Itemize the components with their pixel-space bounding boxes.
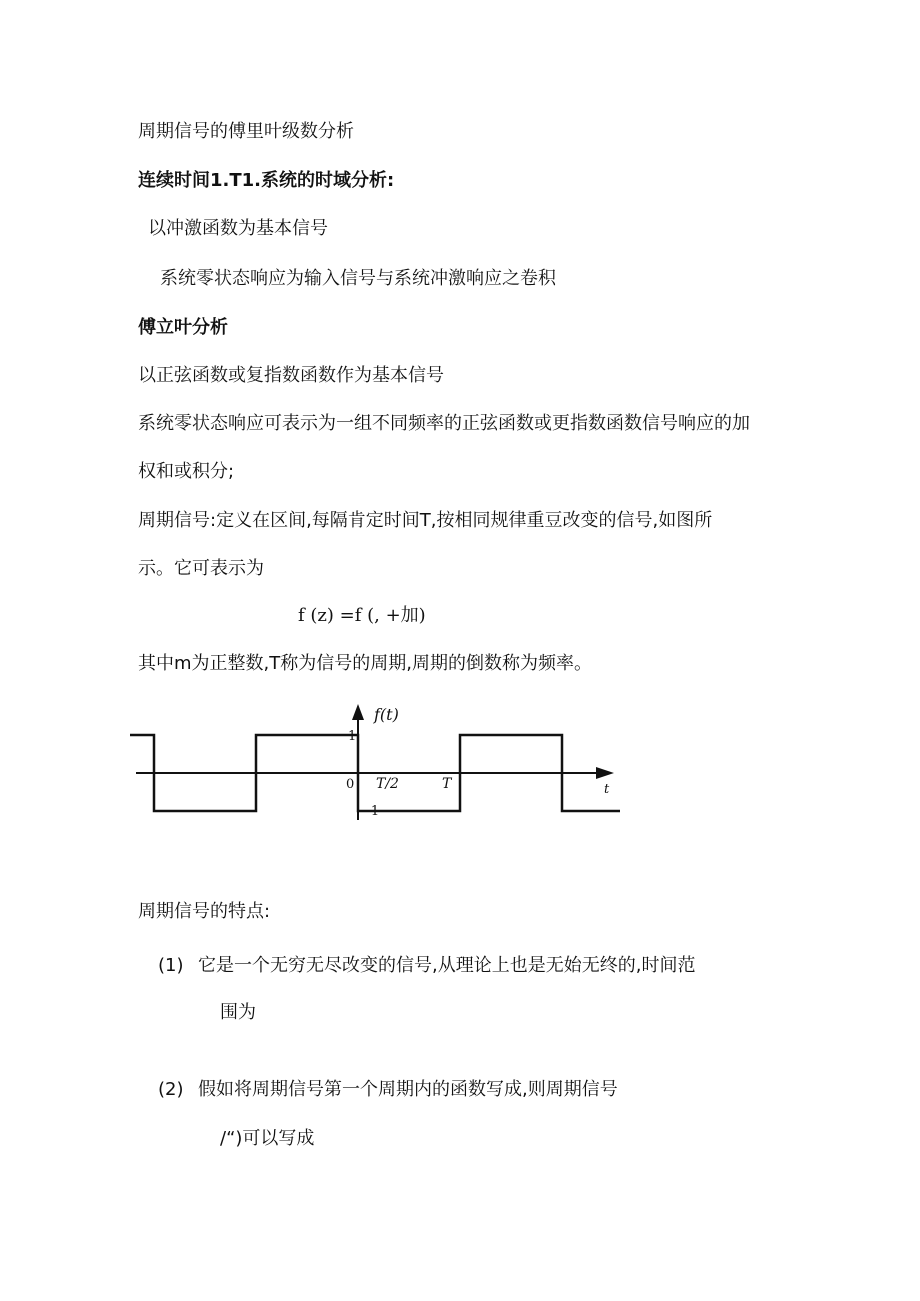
periodic-formula: f (z) =f (, +加) bbox=[298, 605, 426, 626]
y-tick-label-1: 1 bbox=[348, 729, 357, 744]
feature-item1-line1: 它是一个无穷无尽改变的信号,从理论上也是无始无终的,时间范 bbox=[198, 955, 696, 976]
x-tick-label-half-period: T/2 bbox=[376, 776, 399, 792]
document-title: 周期信号的傅里叶级数分析 bbox=[138, 121, 354, 142]
feature-item1-number: (1) bbox=[158, 955, 184, 976]
periodic-definition-line1: 周期信号:定义在区间,每隔肯定时间T,按相同规律重豆改变的信号,如图所 bbox=[138, 510, 713, 531]
features-heading: 周期信号的特点: bbox=[138, 901, 271, 922]
x-tick-label-period: T bbox=[442, 776, 452, 792]
feature-item2-number: (2) bbox=[158, 1079, 184, 1100]
x-axis-arrow-icon bbox=[596, 767, 614, 779]
y-tick-label-minus-1: −1 bbox=[360, 804, 380, 819]
periodic-explanation: 其中m为正整数,T称为信号的周期,周期的倒数称为频率。 bbox=[138, 653, 592, 674]
origin-label: 0 bbox=[346, 777, 355, 792]
section-heading-fourier: 傅立叶分析 bbox=[138, 317, 228, 338]
square-wave-figure bbox=[130, 700, 620, 830]
y-axis-arrow-icon bbox=[352, 704, 364, 720]
fourier-zero-state-line1: 系统零状态响应可表示为一组不同频率的正弦函数或更指数函数信号响应的加 bbox=[138, 413, 750, 434]
section-heading-time-domain: 连续时间1.T1.系统的时域分析: bbox=[138, 170, 395, 191]
feature-item2-line2: /“)可以写成 bbox=[220, 1128, 315, 1149]
feature-item1-line2: 围为 bbox=[220, 1002, 256, 1023]
time-domain-zero-state: 系统零状态响应为输入信号与系统冲激响应之卷积 bbox=[160, 268, 556, 289]
fourier-basic-signal: 以正弦函数或复指数函数作为基本信号 bbox=[138, 365, 444, 386]
x-axis-label: t bbox=[604, 782, 610, 797]
periodic-definition-line2: 示。它可表示为 bbox=[138, 558, 264, 579]
fourier-zero-state-line2: 权和或积分; bbox=[138, 461, 235, 482]
y-axis-label: f(t) bbox=[374, 705, 399, 724]
time-domain-basic-signal: 以冲激函数为基本信号 bbox=[148, 218, 328, 239]
feature-item2-line1: 假如将周期信号第一个周期内的函数写成,则周期信号 bbox=[198, 1079, 618, 1100]
